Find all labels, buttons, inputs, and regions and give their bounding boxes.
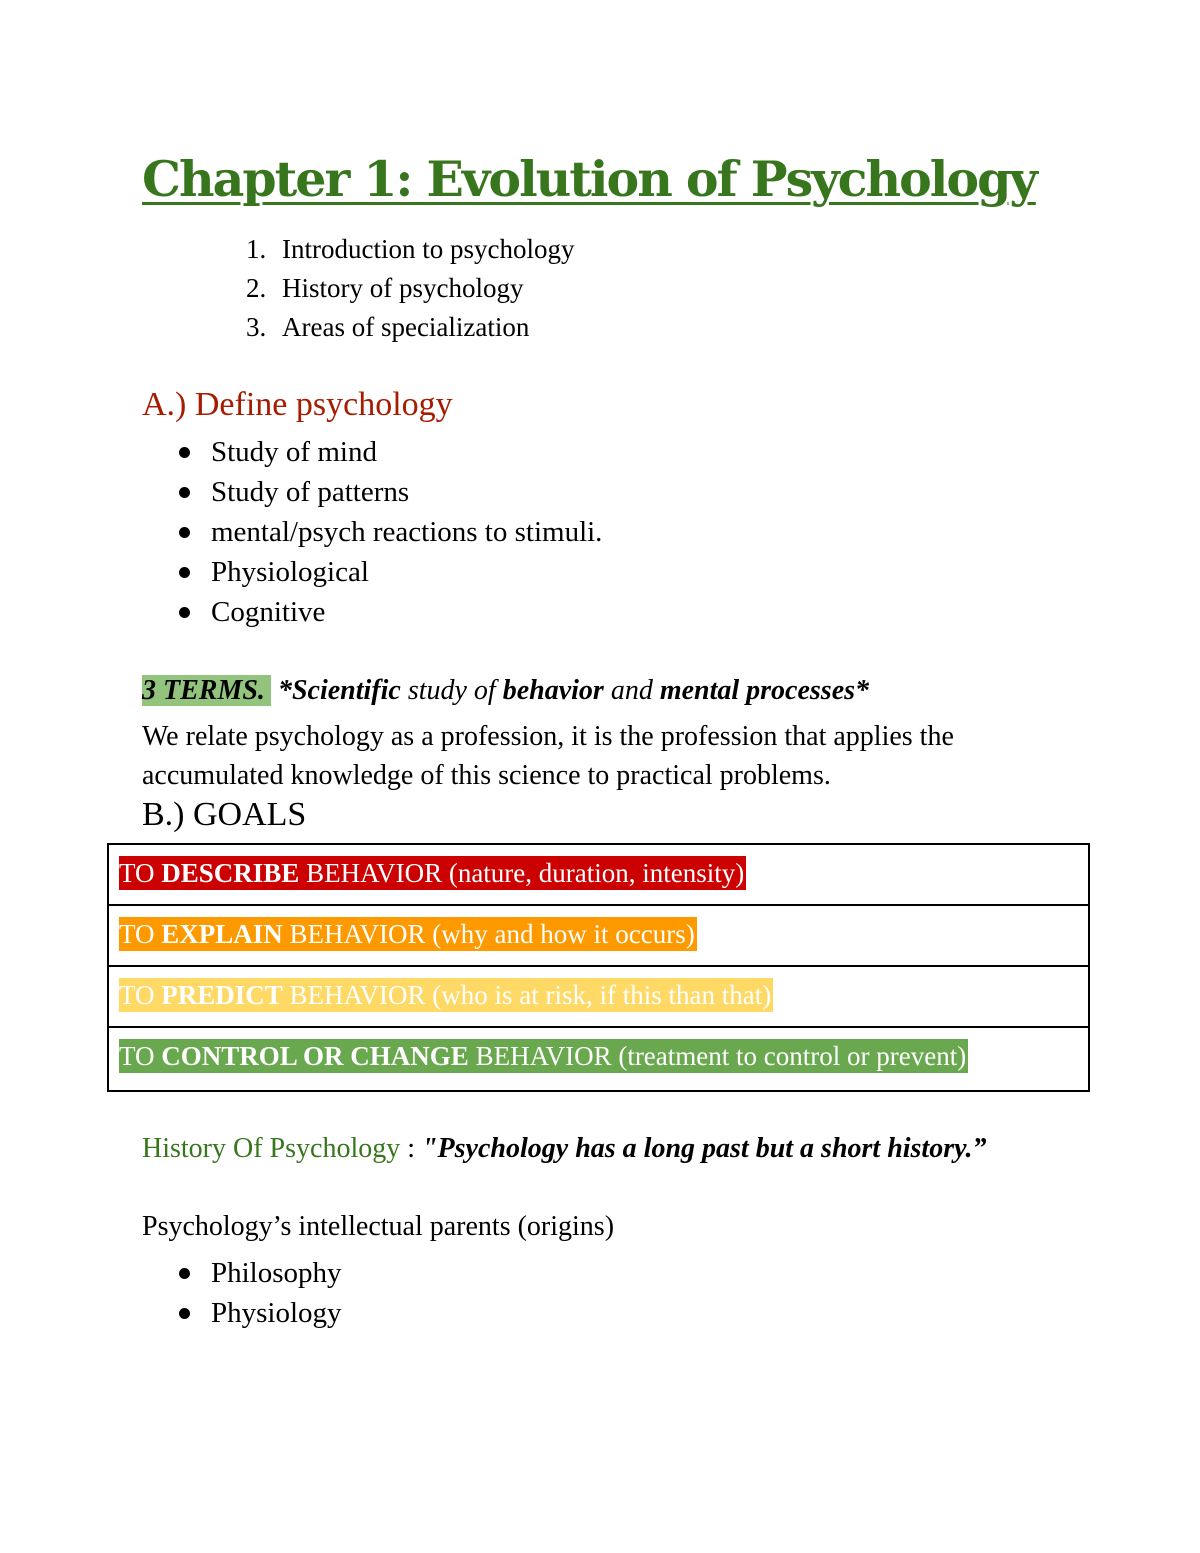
goal-keyword: PREDICT — [161, 980, 283, 1010]
list-text: mental/psych reactions to stimuli. — [211, 516, 603, 548]
list-text: Introduction to psychology — [282, 234, 575, 264]
list-item — [176, 512, 602, 552]
goal-explain — [119, 917, 697, 951]
origins-heading: Psychology’s intellectual parents (origins) — [142, 1211, 615, 1242]
list-item — [246, 308, 574, 347]
terms-def-behavior: behavior — [502, 675, 604, 706]
origins-list — [176, 1253, 342, 1333]
goal-keyword: DESCRIBE — [161, 858, 300, 888]
bullet-icon — [179, 1308, 190, 1319]
list-text: Cognitive — [211, 596, 326, 628]
history-quote: "Psychology has a long past but a short history.” — [422, 1133, 987, 1164]
goal-control — [119, 1039, 968, 1073]
list-item — [176, 1293, 342, 1333]
goal-prefix: TO — [119, 858, 162, 888]
list-number: 2. — [246, 273, 267, 303]
list-text: Study of patterns — [211, 476, 410, 508]
goal-rest: BEHAVIOR (treatment to control or prevent) — [468, 1041, 967, 1071]
goal-keyword: EXPLAIN — [161, 919, 283, 949]
list-item — [176, 552, 602, 592]
list-text: Areas of specialization — [282, 312, 530, 342]
list-item — [176, 432, 602, 472]
list-text: Philosophy — [211, 1257, 342, 1289]
page-title: Chapter 1: Evolution of Psychology — [142, 150, 1036, 208]
bullet-icon — [179, 1268, 190, 1279]
definition-list — [176, 432, 602, 632]
terms-definition — [142, 675, 869, 707]
list-text: History of psychology — [282, 273, 524, 303]
list-text: Physiological — [211, 556, 369, 588]
goal-rest: BEHAVIOR (who is at risk, if this than that) — [282, 980, 772, 1010]
bullet-icon — [179, 567, 190, 578]
terms-def-and: and — [610, 675, 653, 706]
list-item — [176, 1253, 342, 1293]
list-number: 1. — [246, 234, 267, 264]
table-row — [109, 906, 1088, 967]
goal-prefix: TO — [119, 1041, 162, 1071]
table-row — [109, 967, 1088, 1028]
history-label: History Of Psychology — [142, 1133, 401, 1164]
history-heading — [142, 1128, 1022, 1170]
bullet-icon — [179, 607, 190, 618]
list-number: 3. — [246, 312, 267, 342]
section-b-heading: B.) GOALS — [142, 796, 307, 833]
chapter-outline — [246, 230, 574, 347]
terms-def-study-of: study of — [407, 675, 496, 706]
section-a-heading: A.) Define psychology — [142, 386, 453, 423]
terms-label: 3 TERMS. — [142, 675, 271, 706]
table-row — [109, 1028, 1088, 1090]
goal-prefix: TO — [119, 980, 162, 1010]
list-text: Physiology — [211, 1297, 342, 1329]
list-item — [246, 269, 574, 308]
table-row — [109, 845, 1088, 906]
list-text: Study of mind — [211, 436, 377, 468]
terms-def-scientific: *Scientific — [277, 675, 401, 706]
bullet-icon — [179, 527, 190, 538]
goal-rest: BEHAVIOR (nature, duration, intensity) — [299, 858, 745, 888]
goal-prefix: TO — [119, 919, 162, 949]
profession-paragraph: We relate psychology as a profession, it is the profession that applies the accumulated knowledge of this science to practical problems. — [142, 721, 954, 791]
goal-describe — [119, 856, 746, 890]
bullet-icon — [179, 487, 190, 498]
list-item — [246, 230, 574, 269]
goal-rest: BEHAVIOR (why and how it occurs) — [282, 919, 695, 949]
bullet-icon — [179, 447, 190, 458]
list-item — [176, 472, 602, 512]
goal-predict — [119, 978, 773, 1012]
goals-table — [107, 843, 1090, 1092]
terms-def-mental-processes: mental processes* — [659, 675, 870, 706]
list-item — [176, 592, 602, 632]
goal-keyword: CONTROL OR CHANGE — [161, 1041, 469, 1071]
history-separator: : — [400, 1133, 423, 1164]
